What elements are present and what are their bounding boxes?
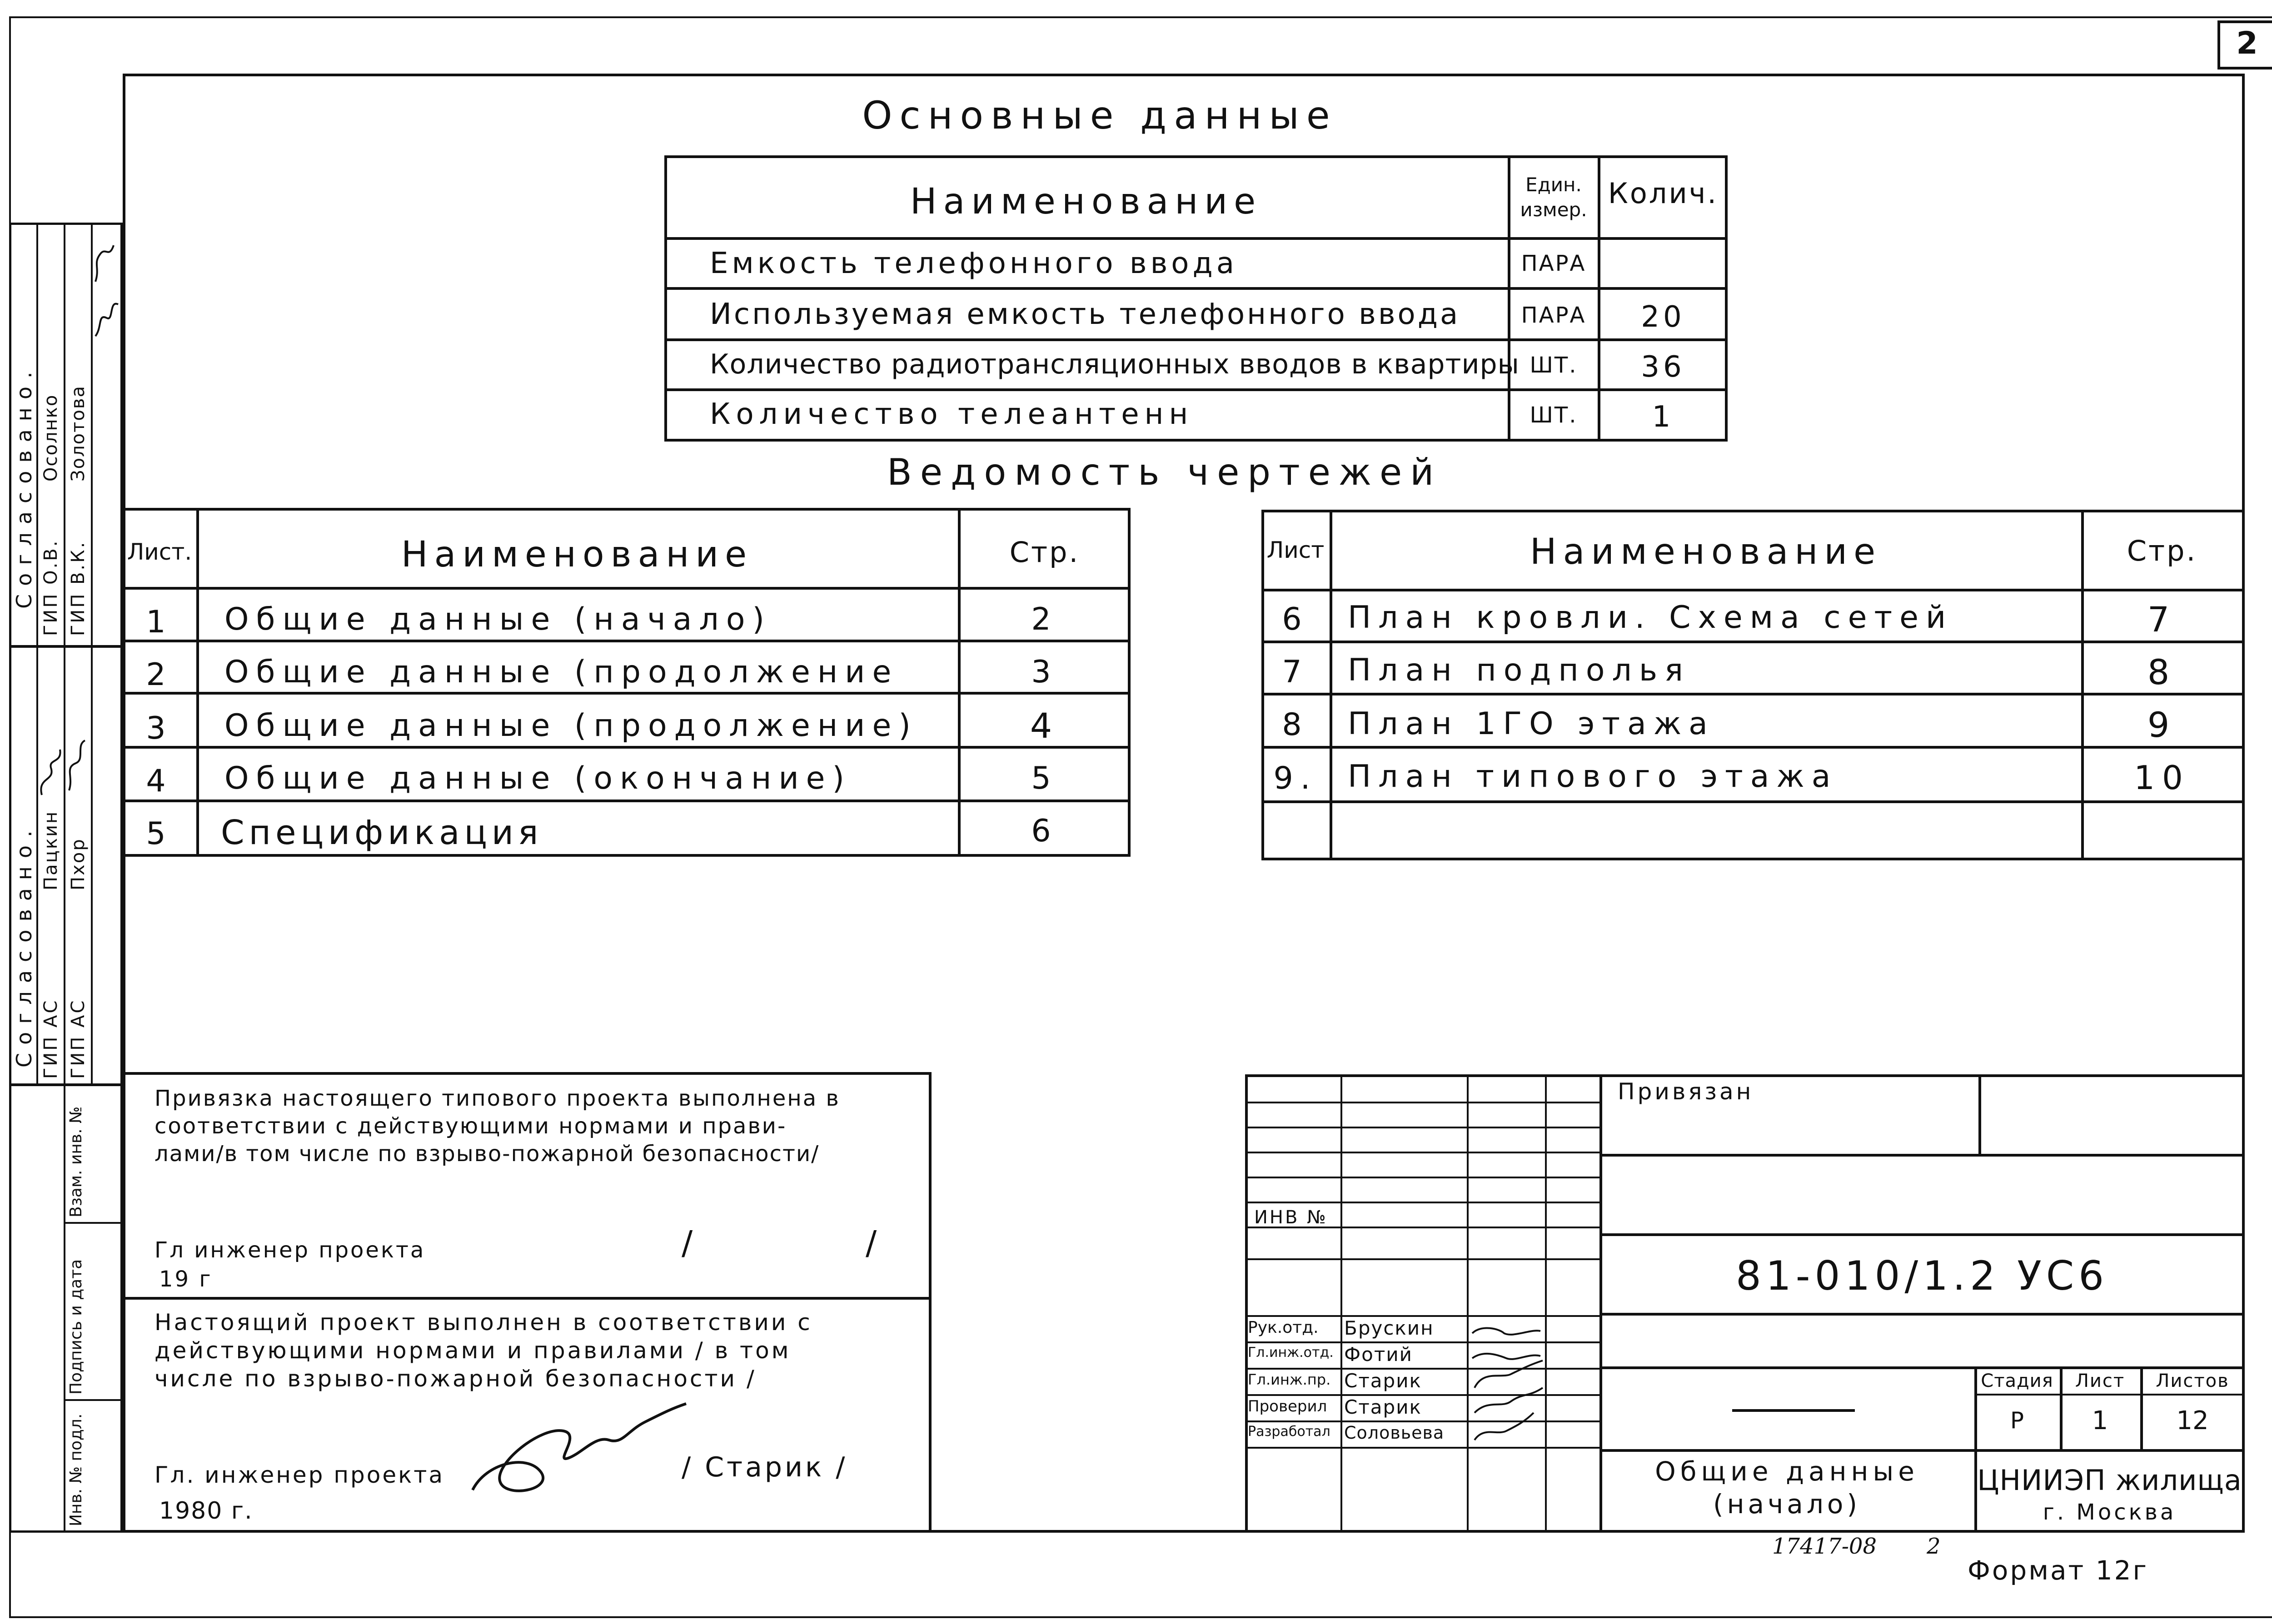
right-row-sheet: 8 [1282,707,1309,743]
main-row-qty: 1 [1652,400,1674,434]
staff-role: Рук.отд. [1248,1318,1319,1337]
main-row-name: Емкость телефонного ввода [710,247,1238,280]
sheet-title-line: Общие данные [1655,1456,1919,1487]
left-header-page: Стр. [1009,536,1080,569]
footer-code: 17417-08 [1772,1534,1877,1559]
staff-name: Соловьева [1344,1423,1445,1443]
blank-line [1732,1409,1855,1412]
binding-note-line: лами/в том числе по взрыво-пожарной безопасности/ [154,1141,820,1167]
left-row-name: Общие данные (продолжение [224,654,899,690]
main-header-name: Наименование [910,181,1262,222]
main-row-unit: ПАРА [1521,251,1586,276]
sheet-number: 2 [2236,25,2258,61]
stage-value: Р [2010,1407,2024,1434]
right-row-name: План типового этажа [1348,759,1838,795]
main-row-qty: 20 [1641,300,1685,334]
staff-role: Гл.инж.пр. [1248,1371,1331,1388]
sheets-header: Листов [2156,1371,2229,1391]
drawings-title: Ведомость чертежей [887,451,1442,493]
project-note-line: Настоящий проект выполнен в соответствии с [154,1309,812,1336]
right-row-page: 10 [2134,759,2190,797]
right-row-page: 8 [2147,652,2177,692]
left-row-page: 6 [1031,813,1058,849]
project-year: 1980 г. [159,1497,253,1525]
stamp-field-inv: Инв. № подл. [67,1413,85,1526]
chief-engineer-label: Гл. инженер проекта [154,1462,445,1488]
organization-name: ЦНИИЭП жилища [1977,1464,2242,1497]
project-note-line: действующими нормами и правилами / в том [154,1337,791,1364]
right-header-sheet: Лист [1266,537,1325,563]
main-row-name: Количество телеантенн [710,397,1194,431]
agreed-bottom-label: Согласовано. [12,822,36,1068]
side-role: ГИП В.К. [68,540,89,636]
document-code: 81-010/1.2 УС6 [1735,1252,2109,1299]
side-role: ГИП О.В. [40,539,61,636]
left-row-name: Общие данные (продолжение) [224,708,918,744]
left-row-sheet: 3 [146,710,173,746]
right-row-page: 7 [2147,599,2177,640]
binding-note-line: соответствии с действующими нормами и прави- [154,1113,787,1139]
signature-slash: / [866,1224,877,1262]
left-row-name: Общие данные (окончание) [224,760,852,796]
staff-name: Старик [1344,1396,1422,1418]
footer-number: 2 [1927,1534,1941,1559]
staff-role: Проверил [1248,1397,1327,1415]
right-header-page: Стр. [2127,534,2197,567]
main-data-title: Основные данные [862,93,1337,138]
left-header-sheet: Лист. [127,539,192,565]
inv-no-label: ИНВ № [1254,1207,1328,1228]
staff-name: Фотий [1344,1343,1413,1366]
main-row-unit: ШТ. [1530,353,1578,378]
main-header-qty: Колич. [1608,177,1719,210]
right-header-name: Наименование [1530,531,1882,572]
project-note-line: числе по взрыво-пожарной безопасности / [154,1366,757,1392]
sheet-value: 1 [2092,1406,2108,1435]
staff-role: Гл.инж.отд. [1248,1345,1334,1361]
staff-role: Разработал [1248,1424,1330,1440]
main-header-unit: Един. измер. [1520,174,1587,221]
left-row-page: 3 [1031,654,1058,690]
sheet-header: Лист [2075,1371,2125,1391]
side-role: ГИП АС [40,998,61,1079]
side-name: Осолнко [40,394,61,482]
main-row-unit: ШТ. [1530,402,1578,428]
main-row-unit: ПАРА [1521,303,1586,328]
chief-engineer-label: Гл инженер проекта [154,1237,426,1263]
attached-label: Привязан [1618,1078,1754,1105]
side-name: Пацкин [40,810,61,890]
binding-note-line: Привязка настоящего типового проекта выполнена в [154,1086,840,1111]
year-blank: 19 г [159,1266,213,1292]
left-header-name: Наименование [401,534,753,575]
organization-city: г. Москва [2043,1500,2177,1525]
left-row-sheet: 5 [146,816,173,852]
left-row-sheet: 4 [146,763,173,799]
right-row-sheet: 7 [1282,654,1309,690]
agreed-top-label: Согласовано. [12,363,36,609]
signature-slash: / [682,1224,693,1262]
main-row-name: Количество радиотрансляционных вводов в квартиры [710,348,1520,380]
stamp-field-replace: Взам. инв. № [67,1106,85,1217]
right-row-name: План кровли. Схема сетей [1348,600,1953,636]
sheet-title-line: (начало) [1713,1489,1861,1520]
left-row-page: 5 [1031,760,1058,796]
right-row-name: План 1ГО этажа [1348,706,1715,742]
left-row-page: 4 [1030,705,1060,746]
side-name: Пхор [68,838,89,890]
stamp-field-signature: Подпись и дата [67,1259,85,1395]
staff-name: Старик [1344,1370,1422,1392]
right-row-sheet: 6 [1282,601,1309,637]
side-role: ГИП АС [68,998,89,1079]
left-row-sheet: 2 [146,657,173,693]
side-name: Золотова [68,385,89,482]
stage-header: Стадия [1981,1371,2053,1391]
left-row-sheet: 1 [146,604,173,640]
right-row-page: 9 [2147,705,2177,745]
left-row-name: Спецификация [221,813,543,852]
main-row-qty: 36 [1641,350,1685,384]
left-row-page: 2 [1031,601,1058,637]
left-row-name: Общие данные (начало) [224,601,772,637]
right-row-name: План подполья [1348,652,1690,688]
right-row-sheet: 9. [1273,760,1318,796]
sheets-value: 12 [2176,1406,2209,1435]
chief-engineer-name: / Старик / [682,1451,848,1483]
main-row-name: Используемая емкость телефонного ввода [710,298,1460,331]
staff-name: Брускин [1344,1317,1434,1339]
format-label: Формат 12г [1968,1555,2149,1586]
